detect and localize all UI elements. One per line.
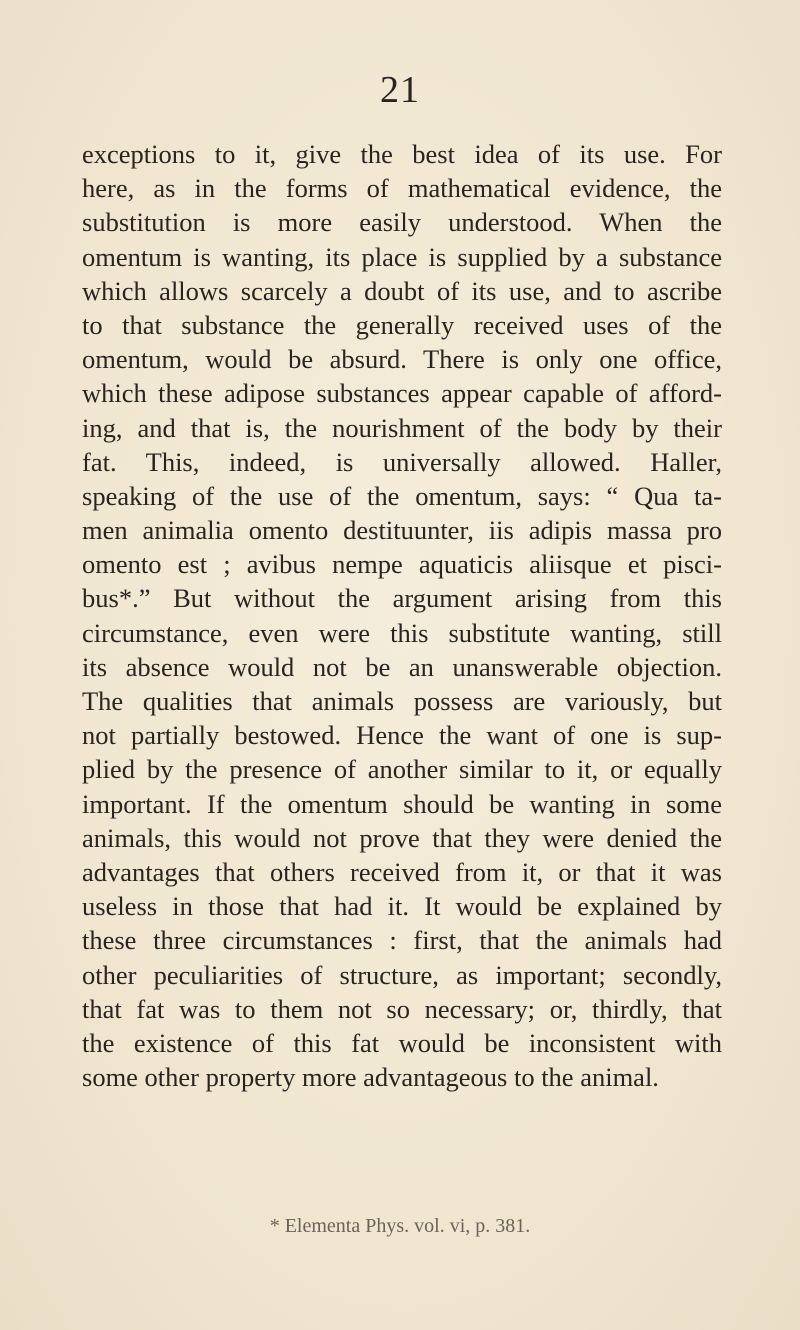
page-number: 21 (380, 69, 420, 111)
footnote: * Elementa Phys. vol. vi, p. 381. (269, 1215, 531, 1237)
text-line: fat. This, indeed, is universally allowed. Haller, (82, 446, 722, 477)
text-line: speaking of the use of the omentum, says: “ Qua ta- (82, 480, 722, 511)
text-line: plied by the presence of another similar to it, or equally (82, 754, 722, 785)
text-line: The qualities that animals possess are variously, but (82, 686, 722, 716)
text-line: circumstance, even were this substitute wanting, still (82, 617, 722, 648)
text-line: which these adipose substances appear capable of afford- (82, 378, 722, 409)
text-line: animals, this would not prove that they were denied the (82, 822, 722, 853)
text-line: to that substance the generally received uses of the (82, 309, 722, 340)
text-line: bus*.” But without the argument arising from this (82, 583, 722, 614)
text-line: important. If the omentum should be wanting in some (82, 788, 722, 819)
text-line: men animalia omento destituunter, iis adipis massa pro (82, 515, 722, 546)
text-line: omentum, would be absurd. There is only one office, (82, 344, 722, 375)
body-paragraph (82, 137, 722, 1094)
text-line: the existence of this fat would be inconsistent with (82, 1027, 722, 1058)
text-line: that fat was to them not so necessary; or, thirdly, that (82, 993, 722, 1024)
text-line: substitution is more easily understood. When the (82, 207, 722, 238)
text-line: omentum is wanting, its place is supplied by a substance (82, 241, 722, 272)
text-line: here, as in the forms of mathematical evidence, the (82, 173, 722, 204)
text-line: its absence would not be an unanswerable objection. (82, 651, 722, 682)
text-line: advantages that others received from it, or that it was (82, 856, 722, 887)
text-line: omento est ; avibus nempe aquaticis aliisque et pisci- (82, 549, 722, 580)
text-line: not partially bestowed. Hence the want of one is sup- (82, 720, 722, 751)
text-line: useless in those that had it. It would be explained by (82, 891, 722, 922)
text-line: these three circumstances : first, that the animals had (82, 925, 722, 956)
text-line: other peculiarities of structure, as important; secondly, (82, 959, 722, 990)
text-line: exceptions to it, give the best idea of its use. For (82, 139, 722, 169)
text-line: some other property more advantageous to the animal. (82, 1062, 659, 1093)
text-line: ing, and that is, the nourishment of the body by their (82, 412, 722, 443)
text-line: which allows scarcely a doubt of its use, and to ascribe (82, 275, 722, 306)
